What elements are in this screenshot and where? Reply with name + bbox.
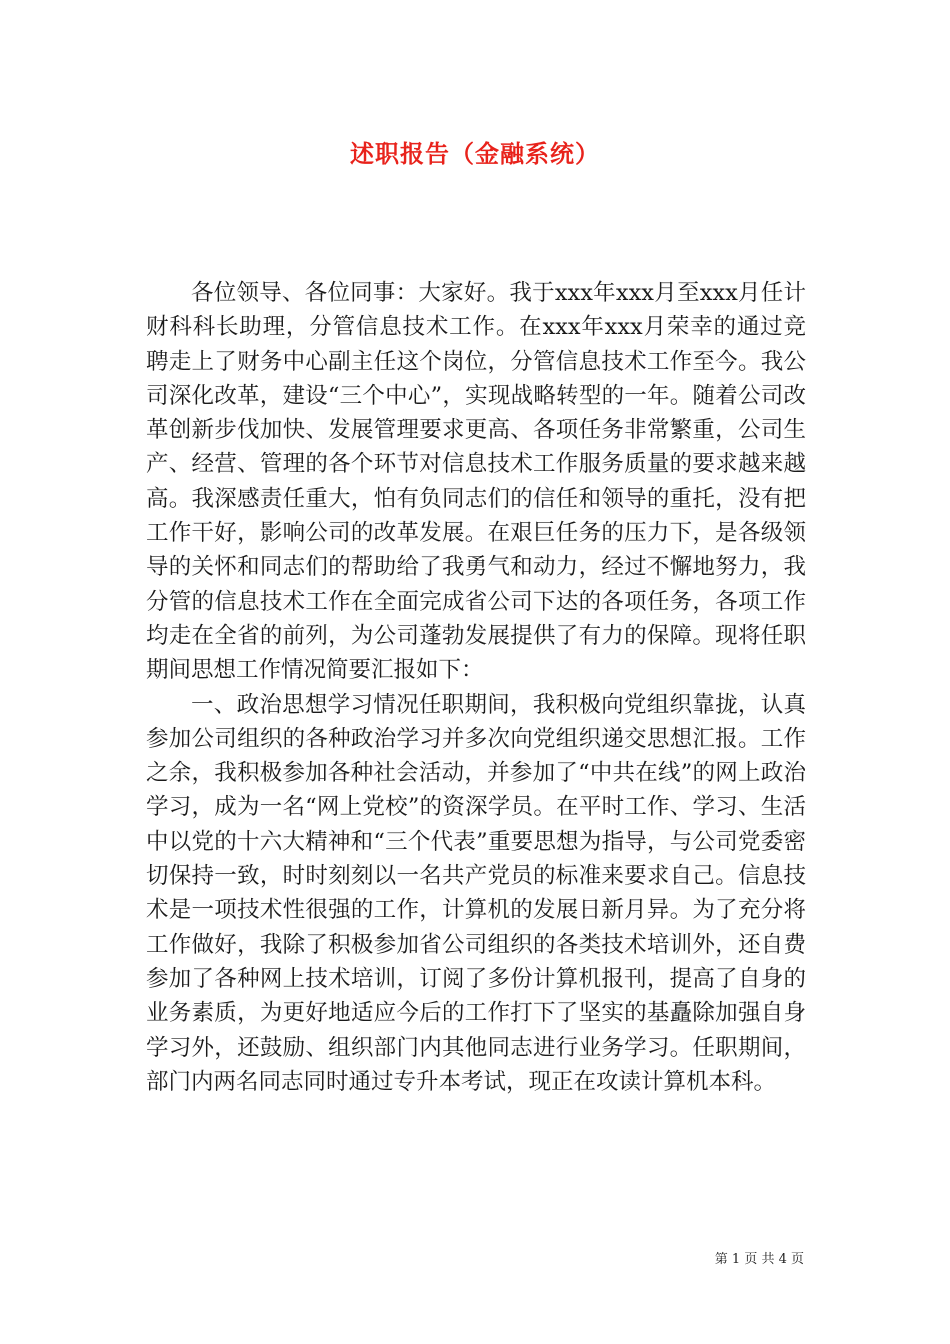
document-title: 述职报告（金融系统） — [350, 139, 600, 168]
page-number-footer: 第 1 页 共 4 页 — [714, 1252, 804, 1267]
paragraph-political-study: 一、政治思想学习情况任职期间，我积极向党组织靠拢，认真参加公司组织的各种政治学习并多次向党组织递交思想汇报。工作之余，我积极参加各种社会活动，并参加了“中共在线”的网上政治学习，成为一名“网上党校”的资深学员。在平时工作、学习、生活中以党的十六大精神和“三个代表”重要思想为指导，与公司党委密切保持一致，时时刻刻以一名共产党员的标准来要求自己。信息技术是一项技术性很强的工作，计算机的发展日新月异。为了充分将工作做好，我除了积极参加省公司组织的各类技术培训外，还自费参加了各种网上技术培训，订阅了多份计算机报刊，提高了自身的业务素质，为更好地适应今后的工作打下了坚实的基矗除加强自身学习外，还鼓励、组织部门内其他同志进行业务学习。任职期间，部门内两名同志同时通过专升本考试，现正在攻读计算机本科。 — [146, 691, 806, 1095]
document-body — [146, 276, 806, 1099]
paragraph-intro: 各位领导、各位同事：大家好。我于xxx年xxx月至xxx月任计财科科长助理，分管信息技术工作。在xxx年xxx月荣幸的通过竞聘走上了财务中心副主任这个岗位，分管信息技术工作至今。我公司深化改革，建设“三个中心”，实现战略转型的一年。随着公司改革创新步伐加快、发展管理要求更高、各项任务非常繁重，公司生产、经营、管理的各个环节对信息技术工作服务质量的要求越来越高。我深感责任重大，怕有负同志们的信任和领导的重托，没有把工作干好，影响公司的改革发展。在艰巨任务的压力下，是各级领导的关怀和同志们的帮助给了我勇气和动力，经过不懈地努力，我分管的信息技术工作在全面完成省公司下达的各项任务，各项工作均走在全省的前列，为公司蓬勃发展提供了有力的保障。现将任职期间思想工作情况简要汇报如下： — [146, 280, 806, 684]
